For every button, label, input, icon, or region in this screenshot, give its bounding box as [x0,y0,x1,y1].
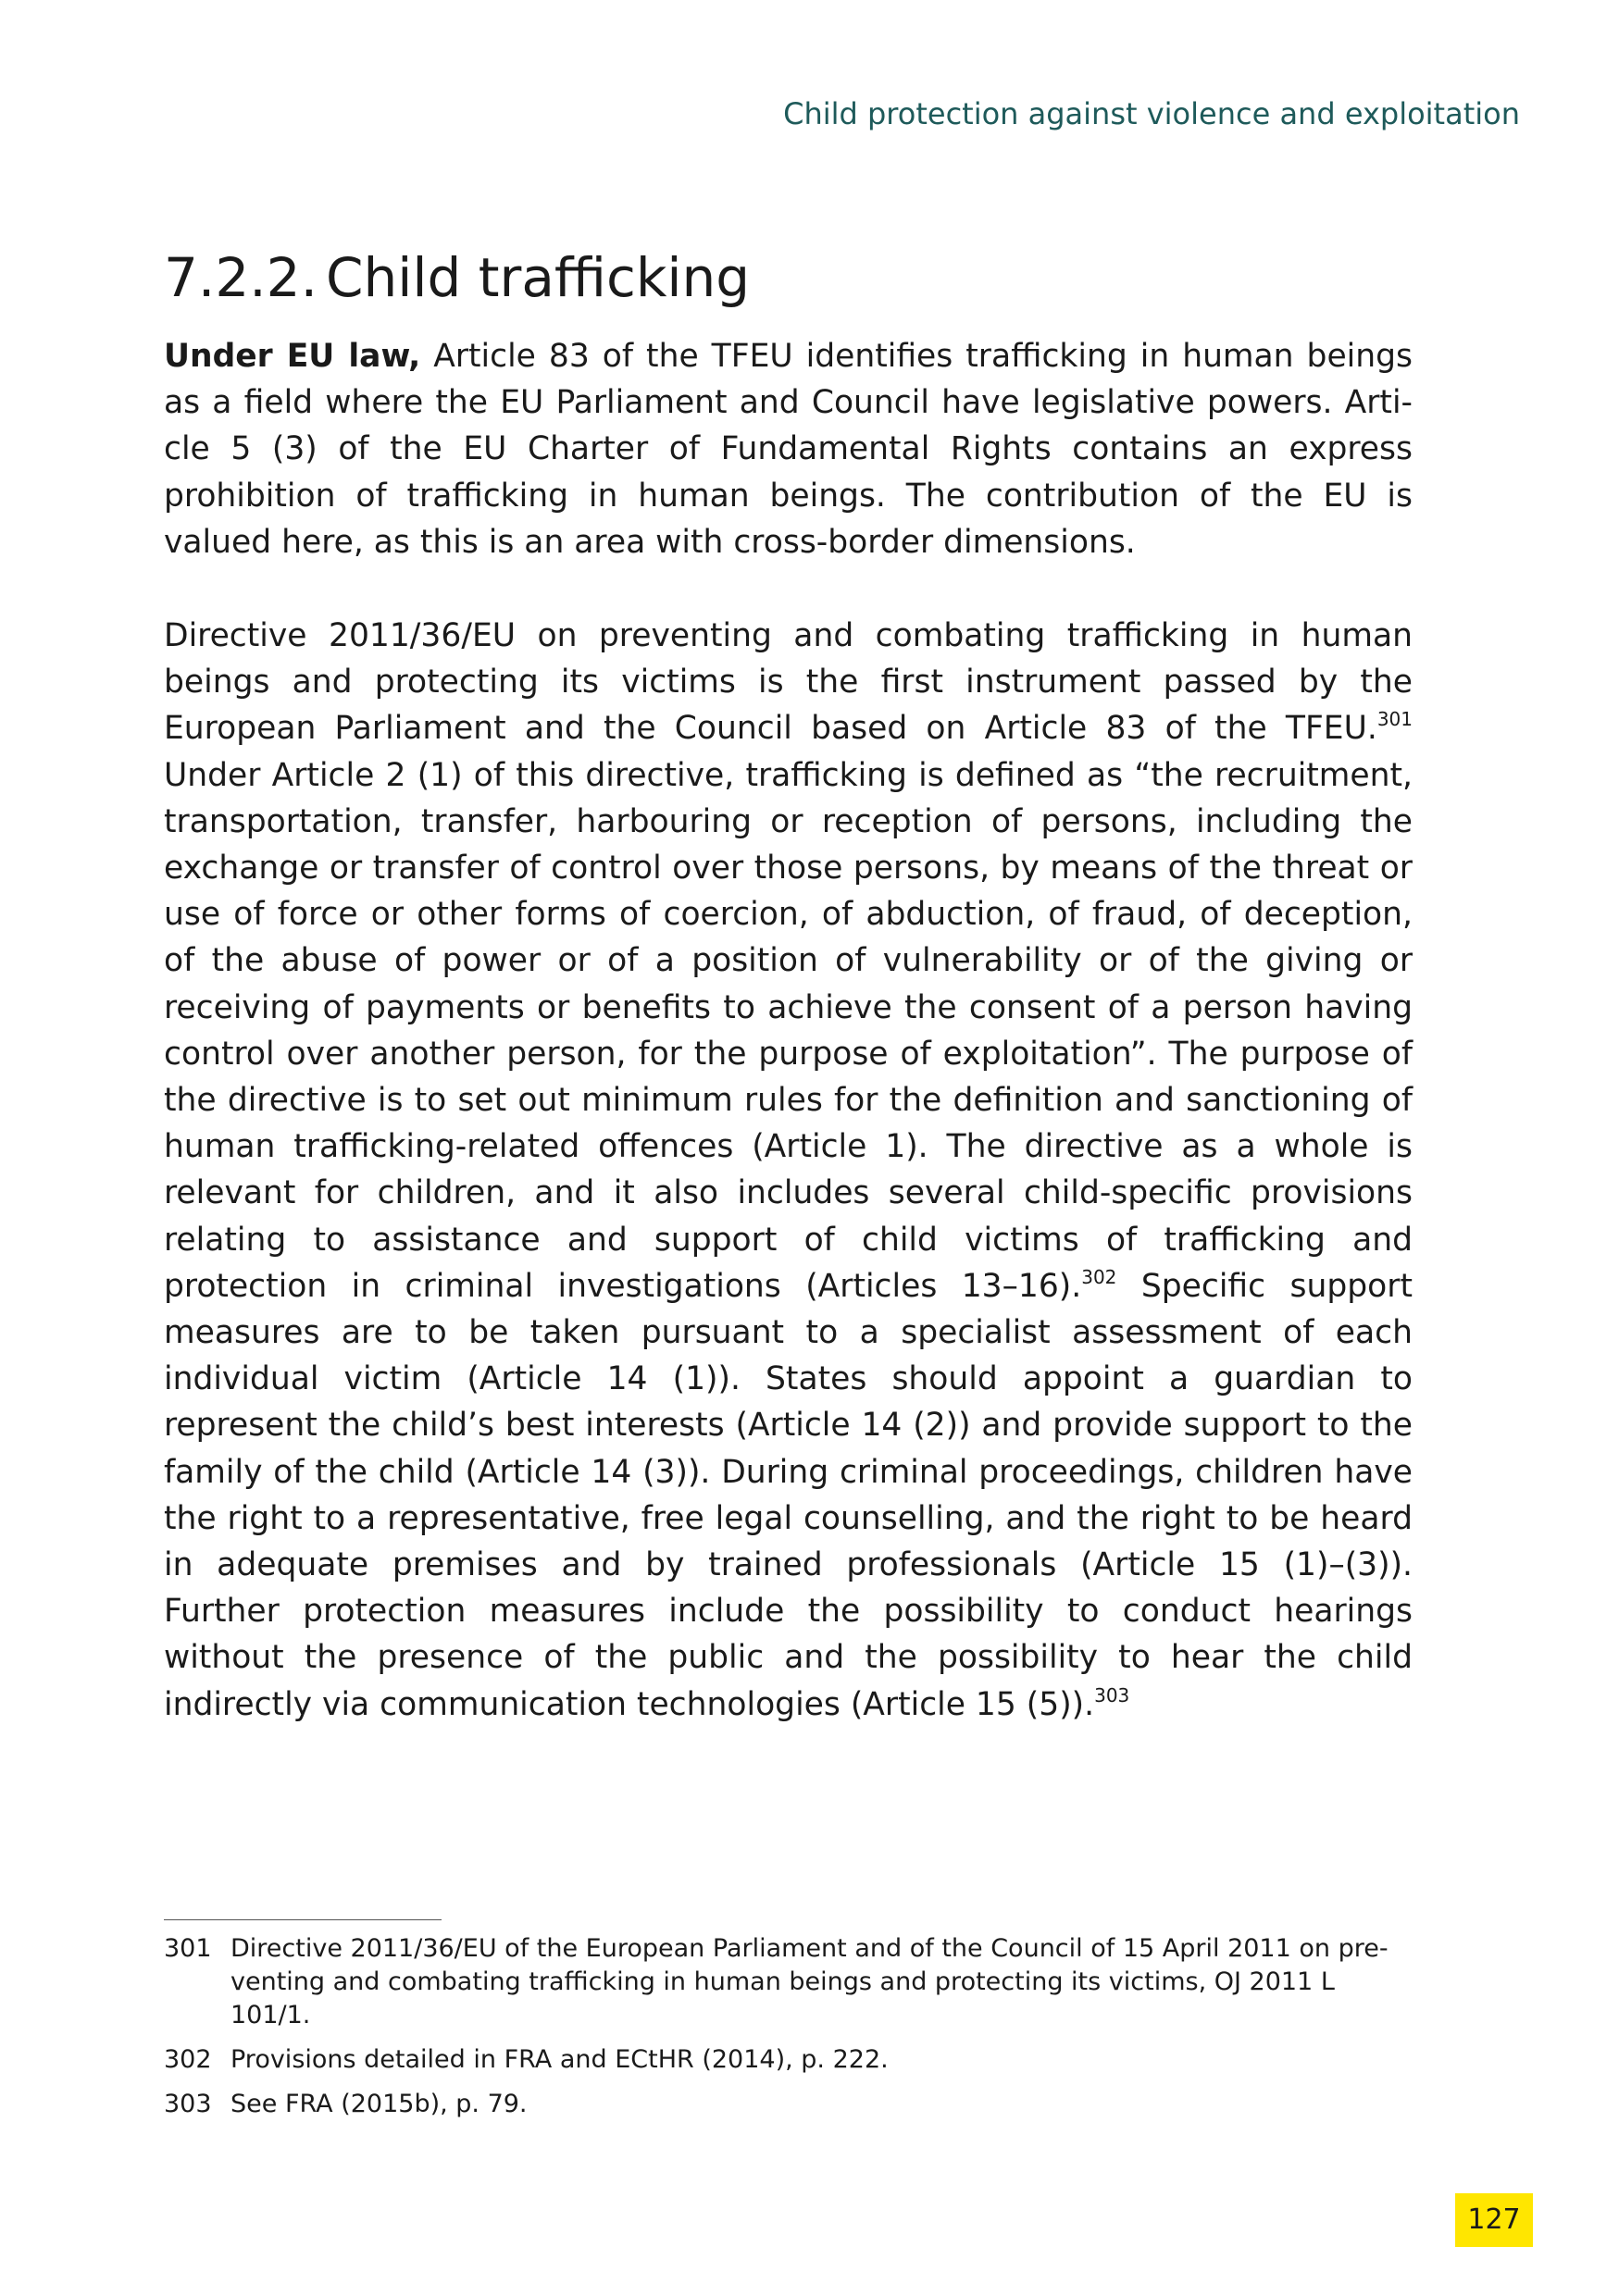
section-number: 7.2.2. [164,246,318,309]
footnote-text: Provisions detailed in FRA and ECtHR (2014), p. 222. [230,2045,889,2074]
footnote-reference-301[interactable]: 301 [1376,708,1413,731]
paragraph-text-part1: Directive 2011/36/EU on preventing and combating trafficking in human beings and protecting its victims is the first instrument passed by the European Parliament and the Council based on Article 83 of the TFEU. [164,617,1413,748]
section-heading [164,246,750,309]
footnotes [164,1932,1413,2132]
paragraph-eu-law [164,333,1413,565]
footnote-item [164,1932,1413,2032]
running-header: Child protection against violence and exploitation [783,96,1520,131]
footnote-reference-302[interactable]: 302 [1081,1265,1117,1288]
section-title: Child trafficking [326,246,751,309]
paragraph-lead: Under EU law, [164,338,421,375]
footnote-reference-303[interactable]: 303 [1094,1683,1130,1706]
footnote-divider [164,1919,442,1920]
footnote-number: 302 [164,2045,212,2074]
footnote-text: See FRA (2015b), p. 79. [230,2090,528,2118]
paragraph-text: Article 83 of the TFEU identifies trafficking in human beings as a field where the EU Parliament and Council have legislative powers. Article 5 (3) of the EU Charter of Fundamental Rights contains an express prohibition of trafficking in human beings. The contribution of the EU is valued here, as this is an area with cross-border dimensions. [164,338,1413,561]
paragraph-text-part3: Specific support measures are to be taken pursuant to a specialist assessment of each individual victim (Article 14 (1)). States should appoint a guardian to represent the child’s best interests (Article 14 (2)) and provide support to the family of the child (Article 14 (3)). During criminal proceedings, children have the right to a representative, free legal counselling, and the right to be heard in adequate premises and by trained professionals (Article 15 (1)–(3)). Further protection measures include the possibility to conduct hearings without the presence of the public and the possibility to hear the child indirectly via communication technologies (Article 15 (5)). [164,1267,1413,1723]
paragraph-text-part2: Under Article 2 (1) of this directive, trafficking is defined as “the recruitment, transportation, transfer, harbouring or reception of persons, including the exchange or transfer of control over those persons, by means of the threat or use of force or other forms of coercion, of abduction, of fraud, of deception, of the abuse of power or of a position of vulnerability or of the giving or receiving of payments or benefits to achieve the consent of a person having control over another person, for the purpose of exploitation”. The purpose of the directive is to set out minimum rules for the definition and sanctioning of human trafficking-related offences (Article 1). The directive as a whole is relevant for children, and it also includes several child-specific provisions relating to assistance and support of child victims of trafficking and protection in criminal investigations (Articles 13–16). [164,756,1413,1305]
footnote-text: Directive 2011/36/EU of the European Parliament and of the Council of 15 April 2011 on preventing and combating trafficking in human beings and protecting its victims, OJ 2011 L 101/1. [230,1934,1389,2029]
footnote-number: 303 [164,2090,212,2118]
page-number-badge: 127 [1455,2193,1533,2247]
paragraph-directive [164,613,1413,1728]
footnote-number: 301 [164,1934,212,1963]
footnote-item [164,2043,1413,2077]
footnote-item [164,2088,1413,2121]
